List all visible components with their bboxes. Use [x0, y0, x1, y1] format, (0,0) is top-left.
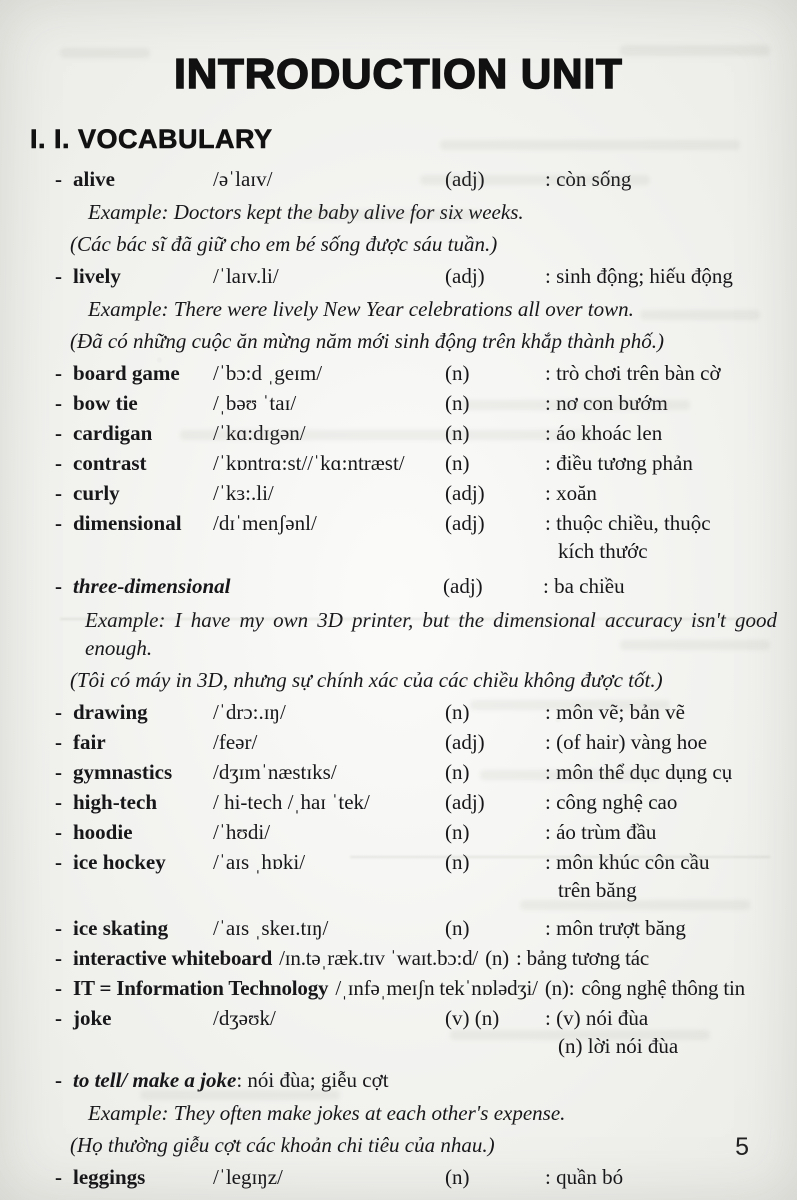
example-sentence: Example: I have my own 3D printer, but the dimensional accuracy isn't good enough.: [85, 608, 777, 660]
bullet-dash: -: [55, 451, 62, 475]
bullet-dash: -: [55, 264, 62, 288]
entry-meaning: : (v) nói đùa: [545, 1006, 649, 1030]
bleed-through-artifact: [470, 700, 670, 710]
vocab-entry: [0, 165, 797, 193]
vocab-entry: [0, 818, 797, 846]
entry-pos: (n):: [544, 976, 575, 1000]
entry-meaning: : môn vẽ; bản vẽ: [545, 700, 685, 724]
entry-pos: (n): [445, 760, 470, 784]
entry-pos: (adj): [445, 790, 485, 814]
phrase-line: [0, 1066, 797, 1094]
entry-meaning: công nghệ thông tin: [581, 976, 745, 1000]
entry-ipa: /ˌɪnfəˌmeɪʃn tekˈnɒlədʒi/: [335, 976, 538, 1000]
entry-ipa: /ˌbəʊ ˈtaɪ/: [213, 391, 297, 415]
bullet-dash: -: [55, 760, 62, 784]
entry-word: dimensional: [73, 511, 182, 535]
bleed-through-artifact: [460, 400, 690, 410]
entry-meaning: : ba chiều: [543, 574, 625, 598]
entry-ipa: /dɪˈmenʃənl/: [213, 511, 317, 535]
vocab-entry: [0, 944, 797, 972]
entry-meaning: : áo khoác len: [545, 421, 663, 445]
example-sentence: Example: There were lively New Year celebrations all over town.: [88, 297, 634, 321]
entry-meaning: : thuộc chiều, thuộc: [545, 511, 711, 535]
bleed-through-artifact: [140, 1090, 340, 1100]
entry-pos: (n): [445, 850, 470, 874]
entry-meaning: : áo trùm đầu: [545, 820, 657, 844]
bleed-through-artifact: [60, 618, 760, 620]
entry-pos: (n): [445, 1165, 470, 1189]
bullet-dash: -: [55, 511, 62, 535]
entry-meaning: : bảng tương tác: [515, 946, 649, 970]
bullet-dash: -: [55, 361, 62, 385]
translation-line: (Đã có những cuộc ăn mừng năm mới sinh động trên khắp thành phố.): [70, 329, 665, 353]
translation-line: (Tôi có máy in 3D, nhưng sự chính xác của các chiều không được tốt.): [70, 668, 663, 692]
entry-ipa: /ˈbɔ:d ˌgeɪm/: [213, 361, 323, 385]
entry-pos: (n): [485, 946, 509, 970]
entry-pos: (n): [445, 451, 470, 475]
entry-word: ice skating: [73, 916, 169, 940]
entry-ipa: /ˈlaɪv.li/: [213, 264, 279, 288]
entry-word: curly: [73, 481, 120, 505]
bullet-dash: -: [55, 391, 62, 415]
vocab-entry: [0, 1163, 797, 1191]
bleed-through-artifact: [60, 48, 150, 58]
vocab-entry: [0, 359, 797, 387]
entry-ipa: /dʒəʊk/: [213, 1006, 276, 1030]
entry-word: alive: [73, 167, 115, 191]
bleed-through-artifact: [620, 45, 770, 56]
example-sentence: Example: Doctors kept the baby alive for six weeks.: [88, 200, 524, 224]
bullet-dash: -: [55, 167, 62, 191]
bullet-dash: -: [55, 1068, 62, 1092]
entry-ipa: /feər/: [213, 730, 258, 754]
entry-ipa: /dʒɪmˈnæstɪks/: [213, 760, 337, 784]
bleed-through-artifact: [300, 210, 480, 220]
vocab-entry: [0, 728, 797, 756]
vocab-entry: [0, 572, 797, 600]
entry-word: hoodie: [73, 820, 133, 844]
entry-pos: (adj): [443, 574, 483, 598]
bleed-through-artifact: [620, 640, 770, 650]
entry-word: high-tech: [73, 790, 157, 814]
entry-word: gymnastics: [73, 760, 173, 784]
entry-meaning: : quần bó: [545, 1165, 624, 1189]
entry-ipa: /ɪn.təˌræk.tɪv ˈwaɪt.bɔ:d/: [279, 946, 479, 970]
entry-meaning: : sinh động; hiếu động: [545, 264, 733, 288]
vocab-entry: [0, 449, 797, 477]
entry-meaning: : (of hair) vàng hoe: [545, 730, 708, 754]
entry-ipa: /ˈhʊdi/: [213, 820, 271, 844]
bullet-dash: -: [55, 574, 62, 598]
bleed-through-artifact: [520, 900, 750, 910]
entry-word: leggings: [73, 1165, 146, 1189]
entry-pos: (n): [445, 916, 470, 940]
bleed-through-artifact: [450, 1030, 710, 1040]
entry-meaning: : môn trượt băng: [545, 916, 686, 940]
phrase-rest: : nói đùa; giễu cợt: [236, 1068, 389, 1092]
entry-pos: (adj): [445, 730, 485, 754]
example-sentence: Example: They often make jokes at each other's expense.: [88, 1101, 566, 1125]
vocab-entry: [0, 479, 797, 507]
entry-ipa: / hi-tech /ˌhaɪ ˈtek/: [213, 790, 370, 814]
vocab-entry: [0, 698, 797, 726]
bullet-dash: -: [55, 421, 62, 445]
vocab-entry: [0, 914, 797, 942]
entry-meaning: : môn khúc côn cầu: [545, 850, 710, 874]
bullet-dash: -: [55, 1006, 62, 1030]
entry-pos: (n): [445, 361, 470, 385]
bleed-through-artifact: [420, 175, 650, 185]
entry-pos: (n): [445, 700, 470, 724]
bullet-dash: -: [55, 916, 62, 940]
bullet-dash: -: [55, 700, 62, 724]
bleed-through-artifact: [640, 310, 760, 320]
entry-pos: (adj): [445, 481, 485, 505]
entry-word: interactive whiteboard: [73, 946, 273, 970]
entry-word: fair: [73, 730, 106, 754]
entry-ipa: /ˈlegɪŋz/: [213, 1165, 283, 1189]
entry-pos: (n): [445, 421, 470, 445]
entry-word: bow tie: [73, 391, 138, 415]
vocab-entry: [0, 758, 797, 786]
entry-ipa: /əˈlaɪv/: [213, 167, 273, 191]
bullet-dash: -: [55, 790, 62, 814]
entry-pos: (n): [445, 820, 470, 844]
bleed-through-artifact: [440, 140, 740, 150]
bullet-dash: -: [55, 946, 62, 970]
translation-line: (Họ thường giễu cợt các khoản chi tiêu của nhau.): [70, 1133, 495, 1157]
entry-meaning: : môn thể dục dụng cụ: [545, 760, 733, 784]
entry-ipa: /ˈkɒntrɑ:st//ˈkɑ:ntræst/: [213, 451, 405, 475]
entry-ipa: /ˈkɑ:dɪgən/: [213, 421, 306, 445]
meaning-continuation: (n) lời nói đùa: [558, 1034, 679, 1058]
entry-ipa: /ˈaɪs ˌskeɪ.tɪŋ/: [213, 916, 329, 940]
bleed-through-artifact: [180, 430, 600, 440]
entry-meaning: : điều tương phản: [545, 451, 693, 475]
entry-word: board game: [73, 361, 180, 385]
entry-pos: (adj): [445, 511, 485, 535]
entry-word: joke: [73, 1006, 112, 1030]
vocab-entry: [0, 509, 797, 537]
vocab-entry: [0, 848, 797, 876]
translation-line: (Các bác sĩ đã giữ cho em bé sống được sáu tuần.): [70, 232, 498, 256]
vocab-entry: [0, 788, 797, 816]
meaning-continuation: trên băng: [558, 878, 637, 902]
vocab-entry: [0, 262, 797, 290]
entry-meaning: : công nghệ cao: [545, 790, 678, 814]
entry-ipa: /ˈkɜ:.li/: [213, 481, 274, 505]
page-title: INTRODUCTION UNIT: [174, 50, 623, 97]
entry-pos: (n): [445, 391, 470, 415]
entry-word: three-dimensional: [73, 574, 231, 598]
section-heading: I. I. VOCABULARY: [30, 124, 273, 154]
entry-word: lively: [73, 264, 121, 288]
bullet-dash: -: [55, 820, 62, 844]
entry-word: cardigan: [73, 421, 153, 445]
bullet-dash: -: [55, 976, 62, 1000]
vocab-entry: [0, 1004, 797, 1032]
bullet-dash: -: [55, 730, 62, 754]
bullet-dash: -: [55, 1165, 62, 1189]
entry-word: drawing: [73, 700, 148, 724]
entry-meaning: : còn sống: [545, 167, 632, 191]
bleed-through-artifact: [350, 856, 770, 858]
entry-word: IT = Information Technology: [73, 976, 329, 1000]
entry-ipa: /ˈdrɔ:.ɪŋ/: [213, 700, 286, 724]
entry-pos: (v) (n): [445, 1006, 500, 1030]
entry-ipa: /ˈaɪs ˌhɒki/: [213, 850, 306, 874]
bullet-dash: -: [55, 850, 62, 874]
meaning-continuation: kích thước: [558, 539, 648, 563]
entry-pos: (adj): [445, 167, 485, 191]
entry-meaning: : nơ con bướm: [545, 391, 668, 415]
page-number: 5: [735, 1133, 749, 1161]
entry-meaning: : trò chơi trên bàn cờ: [545, 361, 721, 385]
bleed-through-artifact: [480, 770, 660, 780]
entry-pos: (adj): [445, 264, 485, 288]
vocab-entry: [0, 974, 797, 1002]
entry-meaning: : xoăn: [545, 481, 597, 505]
bullet-dash: -: [55, 481, 62, 505]
entry-word: contrast: [73, 451, 147, 475]
phrase-lead: to tell/ make a joke: [73, 1068, 237, 1092]
entry-word: ice hockey: [73, 850, 166, 874]
